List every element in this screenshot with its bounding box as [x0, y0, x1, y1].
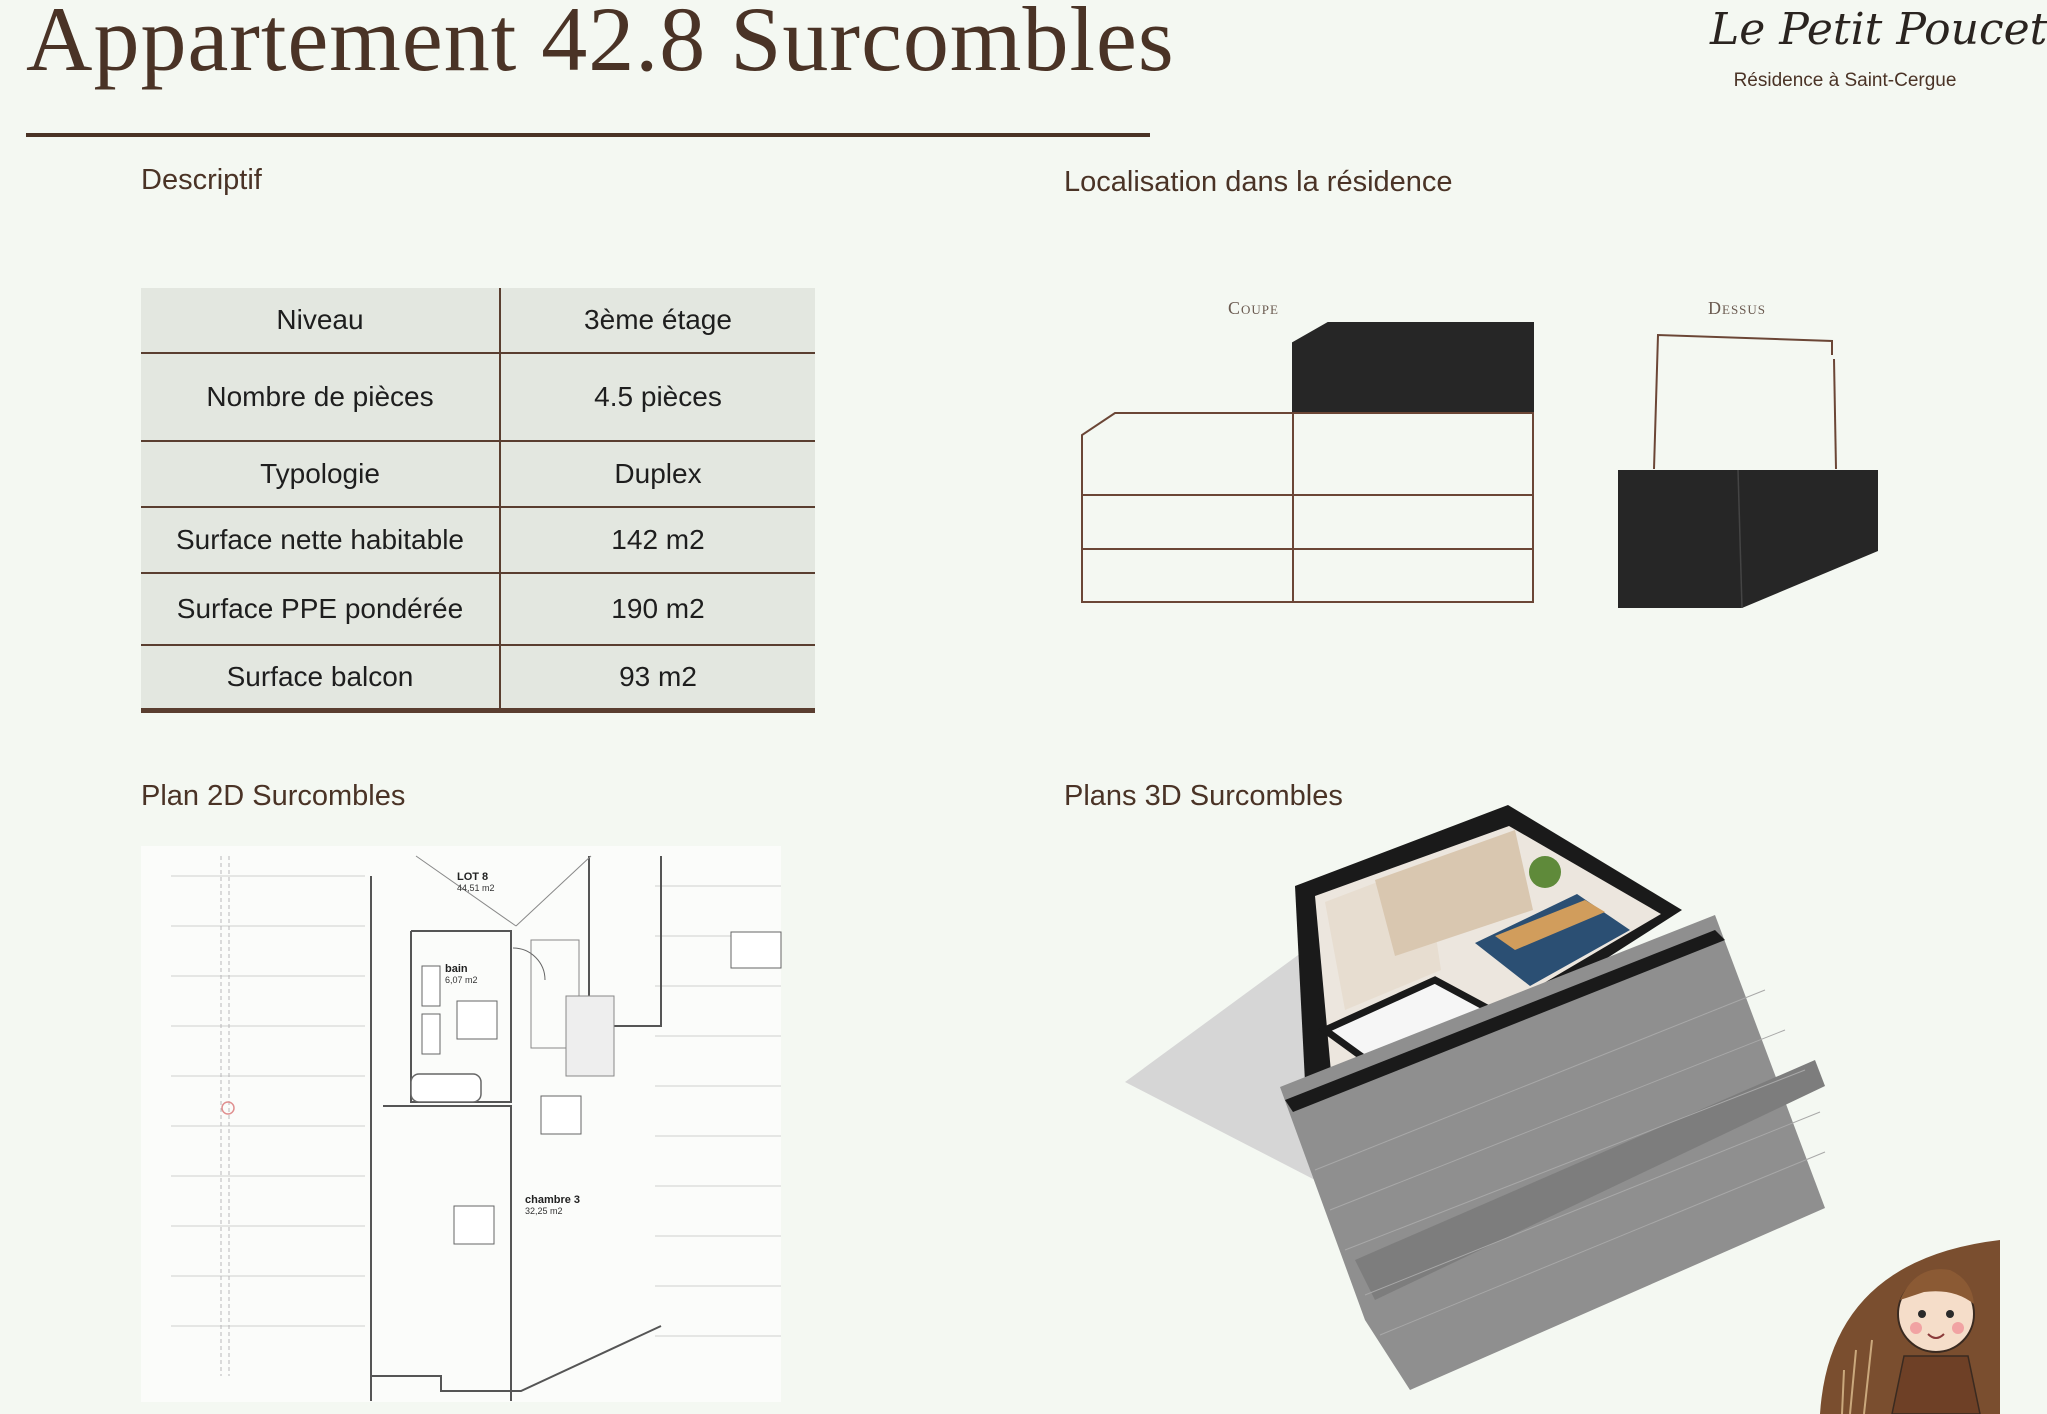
- section-title-descriptif: Descriptif: [141, 164, 262, 196]
- floor-plan-3d: [1125, 800, 1895, 1400]
- spec-value: 4.5 pièces: [500, 353, 815, 441]
- section-cut-diagram: [1070, 315, 1540, 615]
- table-row: [141, 507, 815, 573]
- table-row: [141, 645, 815, 711]
- spec-value: 142 m2: [500, 507, 815, 573]
- spec-label: Surface PPE pondérée: [141, 573, 500, 645]
- page-title: Appartement 42.8 Surcombles: [26, 0, 1175, 90]
- room-area: 6,07 m2: [445, 975, 478, 985]
- room-area: 44,51 m2: [457, 883, 495, 893]
- spec-value: 3ème étage: [500, 288, 815, 353]
- spec-label: Niveau: [141, 288, 500, 353]
- section-title-plan-3d: Plans 3D Surcombles: [1064, 780, 1343, 812]
- title-divider: [26, 133, 1150, 137]
- spec-value: 93 m2: [500, 645, 815, 711]
- brand-logo: Le Petit Poucet: [1710, 4, 2047, 55]
- spec-value: 190 m2: [500, 573, 815, 645]
- floor-plan-2d: [141, 846, 781, 1402]
- room-name: bain: [445, 963, 468, 975]
- table-row: [141, 353, 815, 441]
- spec-value: Duplex: [500, 441, 815, 507]
- dessus-label: Dessus: [1708, 298, 1767, 318]
- spec-label: Surface nette habitable: [141, 507, 500, 573]
- table-row: [141, 288, 815, 353]
- spec-label: Typologie: [141, 441, 500, 507]
- table-row: [141, 441, 815, 507]
- table-row: [141, 573, 815, 645]
- brand-subtitle: Résidence à Saint-Cergue: [1733, 70, 1957, 91]
- top-view-diagram: [1610, 325, 1890, 615]
- room-name: LOT 8: [457, 871, 489, 883]
- mascot-illustration: [1820, 1230, 2000, 1414]
- spec-label: Nombre de pièces: [141, 353, 500, 441]
- spec-label: Surface balcon: [141, 645, 500, 711]
- coupe-label: Coupe: [1228, 298, 1279, 318]
- section-title-plan-2d: Plan 2D Surcombles: [141, 780, 406, 812]
- room-area: 32,25 m2: [525, 1206, 563, 1216]
- spec-table: [141, 288, 815, 713]
- room-name: chambre 3: [525, 1194, 581, 1206]
- section-title-localisation: Localisation dans la résidence: [1064, 166, 1453, 198]
